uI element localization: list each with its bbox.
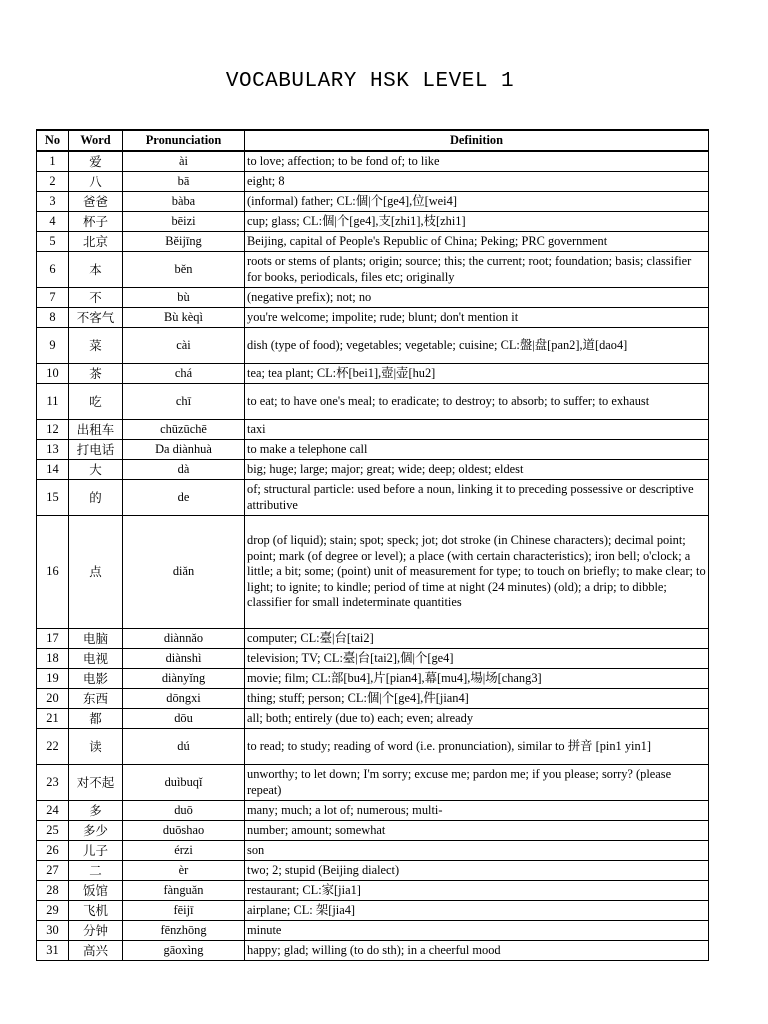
row-pronunciation: Da diànhuà: [123, 440, 245, 460]
row-definition: movie; film; CL:部[bu4],片[pian4],幕[mu4],場|场[chang3]: [245, 669, 709, 689]
table-row: [37, 364, 709, 384]
table-row: [37, 252, 709, 288]
row-number: 19: [37, 669, 69, 689]
row-number: 23: [37, 765, 69, 801]
row-pronunciation: dú: [123, 729, 245, 765]
row-number: 4: [37, 212, 69, 232]
row-number: 10: [37, 364, 69, 384]
row-definition: unworthy; to let down; I'm sorry; excuse me; pardon me; if you please; sorry? (please repeat): [245, 765, 709, 801]
row-definition: big; huge; large; major; great; wide; deep; oldest; eldest: [245, 460, 709, 480]
row-word: 儿子: [69, 841, 123, 861]
row-definition: restaurant; CL:家[jia1]: [245, 881, 709, 901]
row-definition: number; amount; somewhat: [245, 821, 709, 841]
row-word: 的: [69, 480, 123, 516]
row-word: 电影: [69, 669, 123, 689]
row-definition: happy; glad; willing (to do sth); in a cheerful mood: [245, 941, 709, 961]
table-row: [37, 212, 709, 232]
row-definition: television; TV; CL:臺|台[tai2],個|个[ge4]: [245, 649, 709, 669]
row-definition: taxi: [245, 420, 709, 440]
row-pronunciation: dōngxi: [123, 689, 245, 709]
row-definition: drop (of liquid); stain; spot; speck; jot; dot stroke (in Chinese characters); decimal point; point; mark (of degree or level); a place (with certain characteristics); iron bell; o'clock; a little; a bit; some; (point) unit of measurement for type; to touch on briefly; to make clear; to light; to ignite; to kindle; period of time at night (24 minutes) (old); a drip; to dibble; classifier for small indeterminate quantities: [245, 516, 709, 629]
row-pronunciation: dà: [123, 460, 245, 480]
table-row: [37, 192, 709, 212]
row-definition: to read; to study; reading of word (i.e. pronunciation), similar to 拼音 [pin1 yin1]: [245, 729, 709, 765]
row-definition: Beijing, capital of People's Republic of China; Peking; PRC government: [245, 232, 709, 252]
table-row: [37, 729, 709, 765]
row-pronunciation: chūzūchē: [123, 420, 245, 440]
table-row: [37, 861, 709, 881]
row-number: 18: [37, 649, 69, 669]
table-row: [37, 669, 709, 689]
row-pronunciation: gāoxìng: [123, 941, 245, 961]
row-number: 26: [37, 841, 69, 861]
table-row: [37, 151, 709, 172]
row-word: 飞机: [69, 901, 123, 921]
row-pronunciation: diànnǎo: [123, 629, 245, 649]
row-pronunciation: diǎn: [123, 516, 245, 629]
row-pronunciation: diànshì: [123, 649, 245, 669]
row-number: 21: [37, 709, 69, 729]
row-word: 茶: [69, 364, 123, 384]
row-number: 15: [37, 480, 69, 516]
header-no: No: [37, 130, 69, 151]
header-word: Word: [69, 130, 123, 151]
row-definition: (negative prefix); not; no: [245, 288, 709, 308]
row-word: 东西: [69, 689, 123, 709]
row-number: 1: [37, 151, 69, 172]
page-title: VOCABULARY HSK LEVEL 1: [225, 70, 515, 93]
row-definition: to love; affection; to be fond of; to like: [245, 151, 709, 172]
row-number: 7: [37, 288, 69, 308]
table-row: [37, 629, 709, 649]
row-definition: to eat; to have one's meal; to eradicate; to destroy; to absorb; to suffer; to exhaust: [245, 384, 709, 420]
row-definition: eight; 8: [245, 172, 709, 192]
row-number: 29: [37, 901, 69, 921]
row-number: 8: [37, 308, 69, 328]
row-definition: cup; glass; CL:個|个[ge4],支[zhi1],枝[zhi1]: [245, 212, 709, 232]
row-word: 不: [69, 288, 123, 308]
row-word: 菜: [69, 328, 123, 364]
row-number: 2: [37, 172, 69, 192]
row-word: 北京: [69, 232, 123, 252]
table-row: [37, 172, 709, 192]
row-definition: thing; stuff; person; CL:個|个[ge4],件[jian4]: [245, 689, 709, 709]
row-word: 电视: [69, 649, 123, 669]
row-word: 八: [69, 172, 123, 192]
row-number: 27: [37, 861, 69, 881]
header-definition: Definition: [245, 130, 709, 151]
table-row: [37, 801, 709, 821]
row-definition: minute: [245, 921, 709, 941]
table-row: [37, 941, 709, 961]
table-row: [37, 709, 709, 729]
row-word: 读: [69, 729, 123, 765]
row-definition: of; structural particle: used before a noun, linking it to preceding possessive or descriptive attributive: [245, 480, 709, 516]
row-pronunciation: bēizi: [123, 212, 245, 232]
table-row: [37, 821, 709, 841]
table-row: [37, 328, 709, 364]
row-word: 不客气: [69, 308, 123, 328]
row-word: 打电话: [69, 440, 123, 460]
row-pronunciation: bā: [123, 172, 245, 192]
table-row: [37, 841, 709, 861]
row-number: 14: [37, 460, 69, 480]
row-pronunciation: Běijīng: [123, 232, 245, 252]
row-pronunciation: diànyǐng: [123, 669, 245, 689]
table-row: [37, 649, 709, 669]
row-number: 25: [37, 821, 69, 841]
row-number: 24: [37, 801, 69, 821]
row-word: 多: [69, 801, 123, 821]
row-definition: tea; tea plant; CL:杯[bei1],壺|壶[hu2]: [245, 364, 709, 384]
table-row: [37, 881, 709, 901]
row-definition: two; 2; stupid (Beijing dialect): [245, 861, 709, 881]
header-pronunciation: Pronunciation: [123, 130, 245, 151]
table-body: [37, 151, 709, 961]
row-number: 30: [37, 921, 69, 941]
table-row: [37, 516, 709, 629]
row-word: 饭馆: [69, 881, 123, 901]
table-row: [37, 440, 709, 460]
row-pronunciation: fēnzhōng: [123, 921, 245, 941]
row-definition: airplane; CL: 架[jia4]: [245, 901, 709, 921]
row-word: 吃: [69, 384, 123, 420]
row-word: 多少: [69, 821, 123, 841]
row-word: 二: [69, 861, 123, 881]
row-definition: all; both; entirely (due to) each; even; already: [245, 709, 709, 729]
row-number: 17: [37, 629, 69, 649]
row-pronunciation: érzi: [123, 841, 245, 861]
row-pronunciation: ài: [123, 151, 245, 172]
table-row: [37, 232, 709, 252]
row-pronunciation: chá: [123, 364, 245, 384]
row-word: 都: [69, 709, 123, 729]
row-definition: dish (type of food); vegetables; vegetable; cuisine; CL:盤|盘[pan2],道[dao4]: [245, 328, 709, 364]
table-row: [37, 384, 709, 420]
row-pronunciation: cài: [123, 328, 245, 364]
row-pronunciation: Bù kèqì: [123, 308, 245, 328]
row-word: 出租车: [69, 420, 123, 440]
row-number: 16: [37, 516, 69, 629]
row-number: 6: [37, 252, 69, 288]
row-word: 爱: [69, 151, 123, 172]
row-number: 12: [37, 420, 69, 440]
table-row: [37, 460, 709, 480]
row-definition: computer; CL:臺|台[tai2]: [245, 629, 709, 649]
row-word: 对不起: [69, 765, 123, 801]
table-row: [37, 420, 709, 440]
row-number: 9: [37, 328, 69, 364]
row-definition: son: [245, 841, 709, 861]
vocabulary-table: [36, 129, 709, 961]
table-row: [37, 480, 709, 516]
table-header-row: [37, 130, 709, 151]
row-number: 11: [37, 384, 69, 420]
row-word: 大: [69, 460, 123, 480]
row-pronunciation: bù: [123, 288, 245, 308]
row-pronunciation: duō: [123, 801, 245, 821]
row-pronunciation: běn: [123, 252, 245, 288]
row-word: 高兴: [69, 941, 123, 961]
row-word: 点: [69, 516, 123, 629]
row-pronunciation: fēijī: [123, 901, 245, 921]
row-word: 爸爸: [69, 192, 123, 212]
row-word: 本: [69, 252, 123, 288]
row-pronunciation: bàba: [123, 192, 245, 212]
row-number: 31: [37, 941, 69, 961]
table-row: [37, 901, 709, 921]
row-definition: roots or stems of plants; origin; source; this; the current; root; foundation; basis; classifier for books, periodicals, files etc; originally: [245, 252, 709, 288]
row-pronunciation: dōu: [123, 709, 245, 729]
row-definition: to make a telephone call: [245, 440, 709, 460]
row-number: 5: [37, 232, 69, 252]
table-row: [37, 765, 709, 801]
row-pronunciation: èr: [123, 861, 245, 881]
table-row: [37, 308, 709, 328]
row-pronunciation: duōshao: [123, 821, 245, 841]
row-definition: you're welcome; impolite; rude; blunt; don't mention it: [245, 308, 709, 328]
row-pronunciation: fànguǎn: [123, 881, 245, 901]
row-word: 杯子: [69, 212, 123, 232]
table-row: [37, 921, 709, 941]
row-number: 28: [37, 881, 69, 901]
row-word: 电脑: [69, 629, 123, 649]
row-definition: many; much; a lot of; numerous; multi-: [245, 801, 709, 821]
row-number: 13: [37, 440, 69, 460]
row-number: 3: [37, 192, 69, 212]
table-row: [37, 689, 709, 709]
row-pronunciation: chī: [123, 384, 245, 420]
row-definition: (informal) father; CL:個|个[ge4],位[wei4]: [245, 192, 709, 212]
row-number: 20: [37, 689, 69, 709]
row-pronunciation: de: [123, 480, 245, 516]
row-word: 分钟: [69, 921, 123, 941]
table-row: [37, 288, 709, 308]
row-number: 22: [37, 729, 69, 765]
row-pronunciation: duìbuqǐ: [123, 765, 245, 801]
